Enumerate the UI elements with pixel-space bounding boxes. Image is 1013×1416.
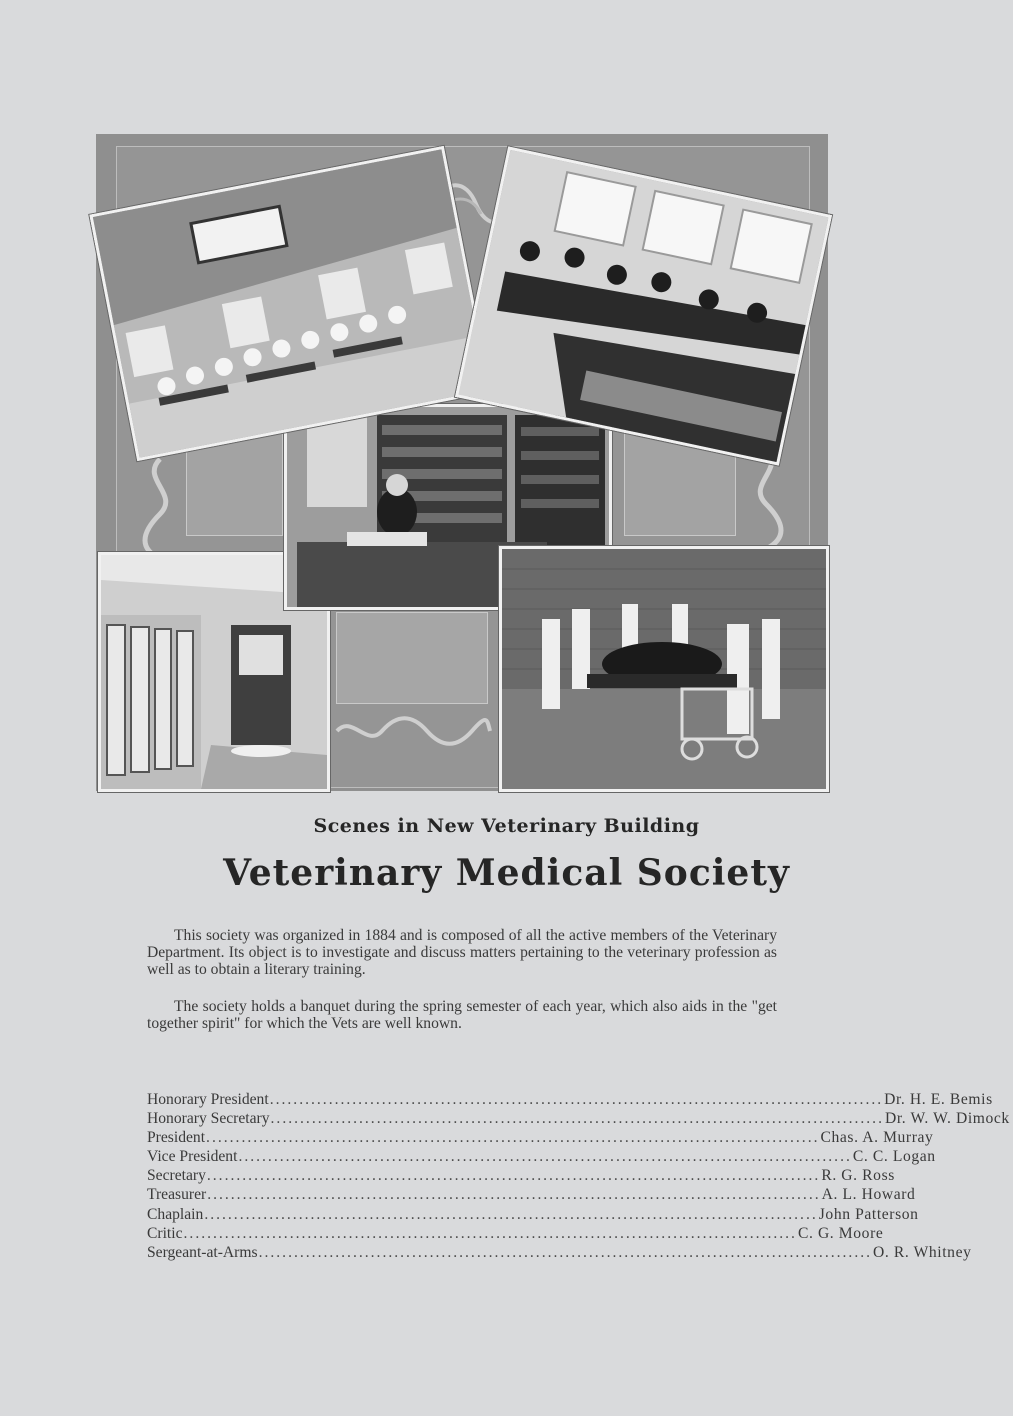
officer-row <box>147 1205 919 1224</box>
dot-leader: ........................................................................................................ <box>204 1205 818 1223</box>
officer-title: Honorary Secretary <box>147 1110 270 1128</box>
officer-row <box>147 1166 895 1185</box>
officer-name: John Patterson <box>818 1205 919 1223</box>
dot-leader: ........................................................................................................ <box>258 1243 873 1261</box>
officers-list <box>147 1090 1010 1262</box>
officer-row <box>147 1090 993 1109</box>
dot-leader: ........................................................................................................ <box>206 1167 821 1185</box>
officer-title: Critic <box>147 1224 183 1242</box>
officer-title: Sergeant-at-Arms <box>147 1243 258 1261</box>
dot-leader: ........................................................................................................ <box>183 1224 797 1242</box>
officer-name: Dr. H. E. Bemis <box>884 1091 993 1108</box>
officer-name: Chas. A. Murray <box>820 1129 934 1147</box>
dot-leader: ........................................................................................................ <box>206 1129 820 1147</box>
operating-room-photo <box>499 546 829 792</box>
dot-leader: ........................................................................................................ <box>270 1110 884 1128</box>
collage-caption: Scenes in New Veterinary Building <box>313 815 700 837</box>
officer-row <box>147 1147 936 1166</box>
dot-leader: ........................................................................................................ <box>269 1091 884 1108</box>
officer-title: Secretary <box>147 1167 206 1185</box>
page-title: Veterinary Medical Society <box>223 852 790 894</box>
description-paragraph: The society holds a banquet during the spring semester of each year, which also aids in the "get together spirit" for which the Vets are well known. <box>147 998 777 1032</box>
officer-row <box>147 1128 934 1147</box>
photo-collage <box>96 134 828 791</box>
officer-name: A. L. Howard <box>821 1186 916 1204</box>
officer-name: C. G. Moore <box>797 1224 884 1242</box>
dot-leader: ........................................................................................................ <box>207 1186 821 1204</box>
officer-title: Honorary President <box>147 1091 269 1108</box>
officer-name: Dr. W. W. Dimock <box>884 1110 1010 1128</box>
officer-title: President <box>147 1129 206 1147</box>
officer-title: Treasurer <box>147 1186 207 1204</box>
carved-ornament <box>332 714 492 748</box>
officer-row <box>147 1243 972 1262</box>
description-paragraph: This society was organized in 1884 and is composed of all the active members of the Veterinary Department. Its object is to investigate and discuss matters pertaining to the veterinary profession as well as to obtain a literary training. <box>147 927 777 978</box>
officer-name: O. R. Whitney <box>873 1243 972 1261</box>
officer-title: Chaplain <box>147 1205 204 1223</box>
officer-title: Vice President <box>147 1148 238 1166</box>
officer-name: R. G. Ross <box>821 1167 895 1185</box>
carved-ornament <box>140 454 180 564</box>
officer-name: C. C. Logan <box>852 1148 936 1166</box>
officer-row <box>147 1109 1010 1128</box>
dot-leader: ........................................................................................................ <box>238 1148 852 1166</box>
decorative-panel <box>336 612 488 704</box>
officer-row <box>147 1185 916 1204</box>
officer-row <box>147 1224 884 1243</box>
